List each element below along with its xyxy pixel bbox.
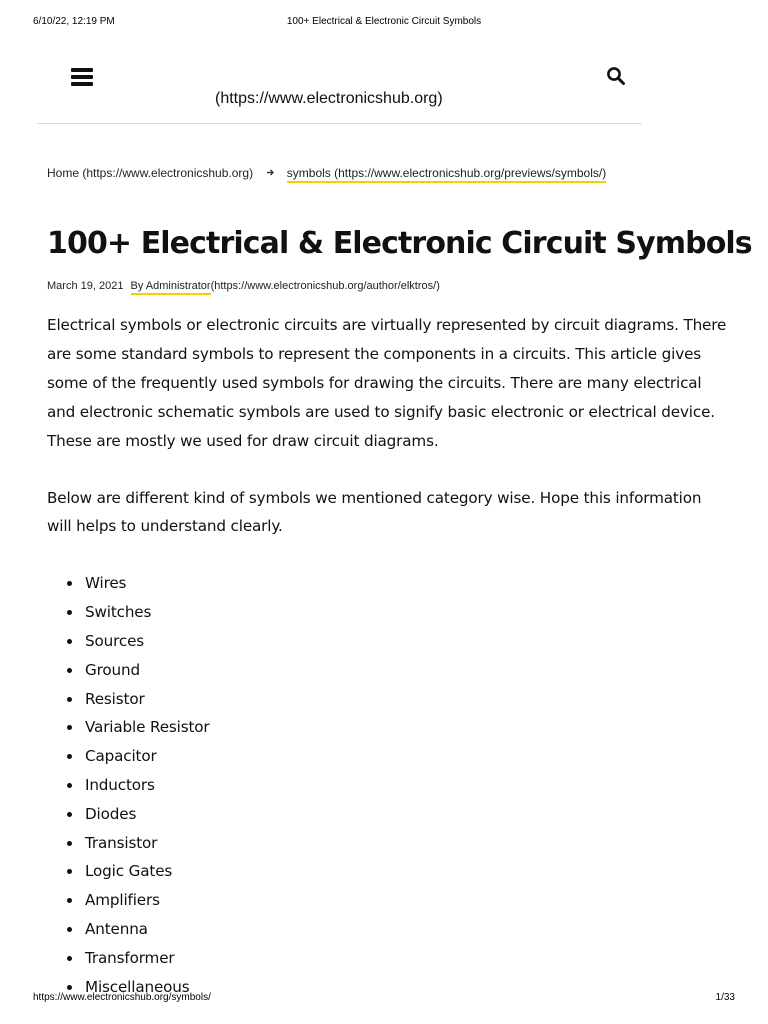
breadcrumb-symbols-link[interactable]: symbols (https://www.electronicshub.org/previews/symbols/) [287,166,606,183]
list-item: Resistor [85,685,727,714]
hamburger-menu-icon[interactable] [71,66,95,88]
list-item: Antenna [85,915,727,944]
list-item: Ground [85,656,727,685]
print-footer [33,992,735,1006]
list-item: Sources [85,627,727,656]
list-item: Wires [85,569,727,598]
print-url: https://www.electronicshub.org/symbols/ [33,992,211,1003]
breadcrumb-home-link[interactable]: Home (https://www.electronicshub.org) [47,166,254,180]
page-number: 1/33 [715,992,735,1003]
list-item: Miscellaneous [85,973,727,1002]
author-link[interactable]: By Administrator [131,280,211,295]
publish-date: March 19, 2021 [47,280,124,292]
breadcrumb [47,166,606,180]
page-title: 100+ Electrical & Electronic Circuit Symbols [47,226,752,261]
site-header [37,60,642,124]
list-item: Capacitor [85,742,727,771]
article-meta [47,280,440,292]
article-body [47,311,727,1001]
site-home-link[interactable]: (https://www.electronicshub.org) [215,90,443,107]
print-document-title: 100+ Electrical & Electronic Circuit Symbols [286,16,482,27]
list-item: Transistor [85,829,727,858]
search-icon[interactable] [606,66,626,86]
category-list [47,569,727,1001]
list-item: Inductors [85,771,727,800]
list-item: Amplifiers [85,886,727,915]
list-item: Variable Resistor [85,713,727,742]
list-item: Switches [85,598,727,627]
list-item: Logic Gates [85,857,727,886]
print-header [33,16,735,30]
category-intro-paragraph: Below are different kind of symbols we mentioned category wise. Hope this information will helps to understand clearly. [47,488,702,536]
intro-paragraph: Electrical symbols or electronic circuits are virtually represented by circuit diagrams. There are some standard symbols to represent the components in a circuits. This article gives some of the frequently used symbols for drawing the circuits. There are many electrical and electronic schematic symbols are used to signify basic electronic or electrical device. These are mostly we used for draw circuit diagrams. [47,316,727,450]
author-url: (https://www.electronicshub.org/author/elktros/) [210,280,440,292]
list-item: Transformer [85,944,727,973]
list-item: Diodes [85,800,727,829]
print-datetime: 6/10/22, 12:19 PM [33,16,115,27]
arrow-right-icon [266,168,275,180]
